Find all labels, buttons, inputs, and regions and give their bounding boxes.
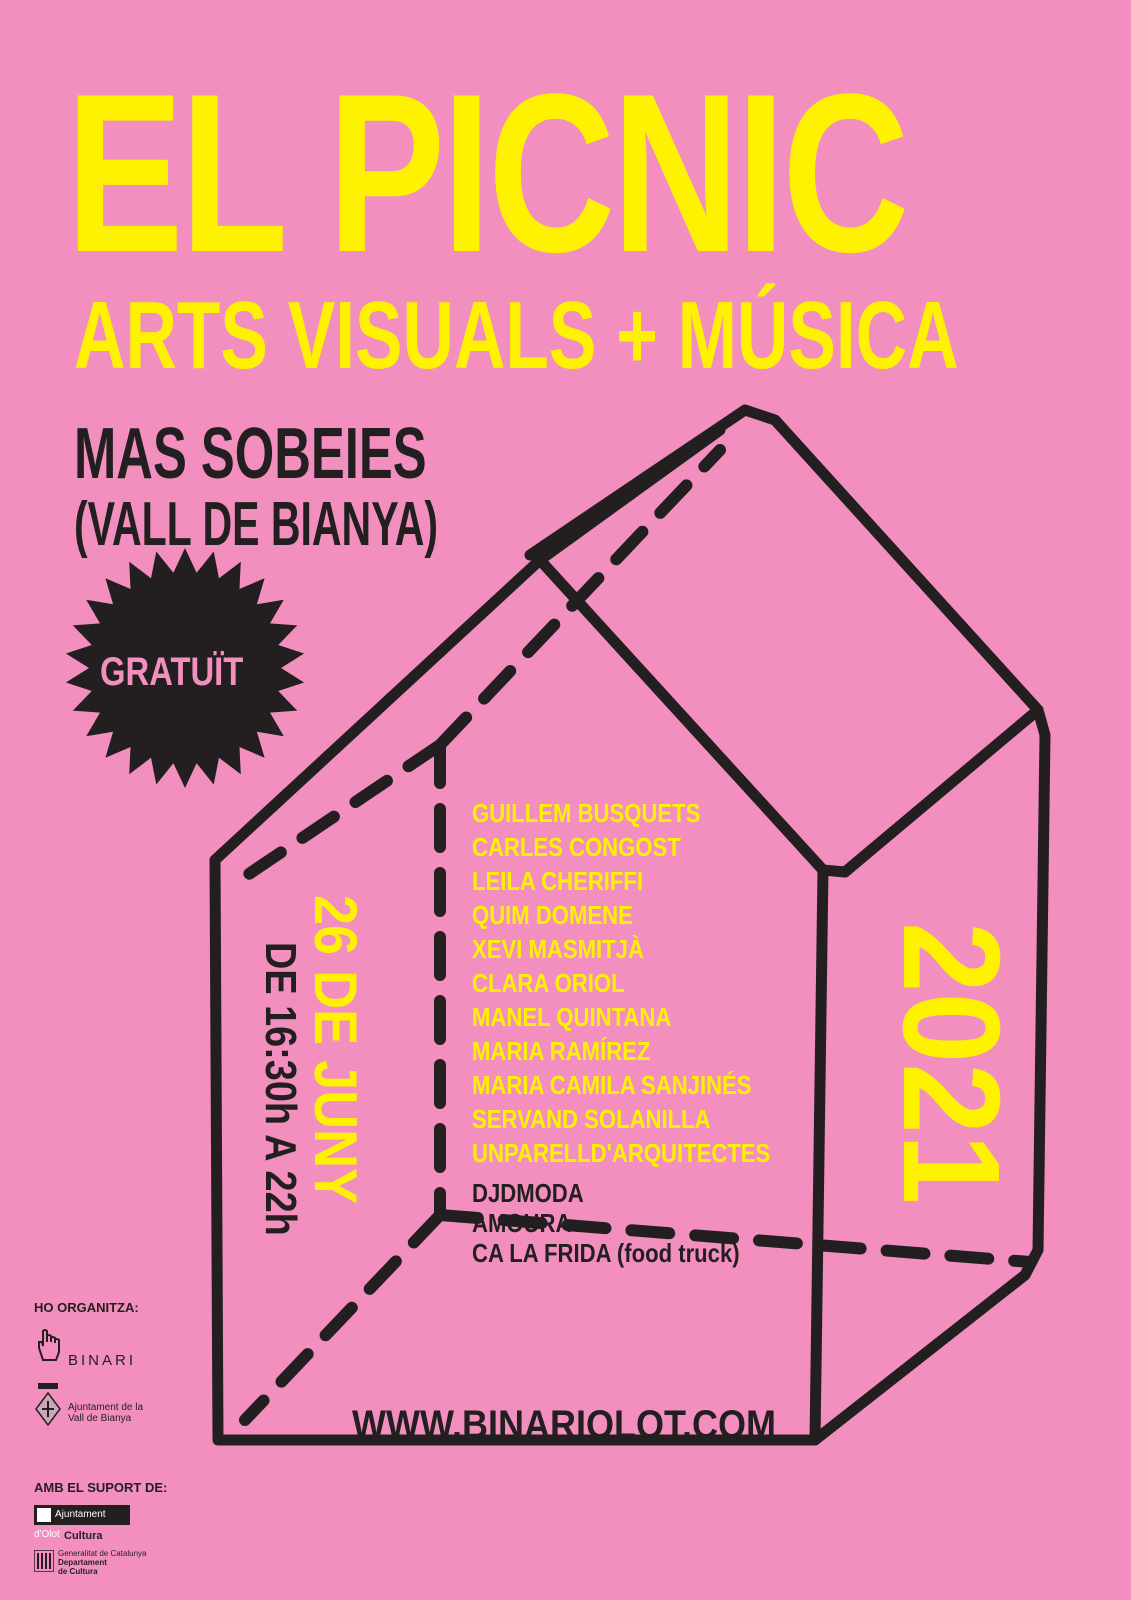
list-item: AMOURA bbox=[472, 1208, 572, 1238]
list-item: CARLES CONGOST bbox=[472, 832, 681, 862]
generalitat-icon bbox=[34, 1550, 54, 1572]
venue-name: MAS SOBEIES bbox=[74, 414, 427, 494]
event-hours: DE 16:30h A 22h bbox=[256, 942, 305, 1236]
event-date: 26 DE JUNY bbox=[302, 895, 369, 1205]
olot-label: Ajuntament d'Olot bbox=[34, 1509, 106, 1540]
ajuntament-logo-text bbox=[68, 1402, 143, 1424]
list-item: CA LA FRIDA (food truck) bbox=[472, 1238, 740, 1268]
ajuntament-line1: Ajuntament de la bbox=[68, 1402, 144, 1413]
list-item: QUIM DOMENE bbox=[472, 900, 633, 930]
event-year: 2021 bbox=[874, 922, 1028, 1205]
list-item: CLARA ORIOL bbox=[472, 968, 625, 998]
event-title: EL PICNIC bbox=[66, 46, 907, 299]
generalitat-line3: de Cultura bbox=[58, 1567, 98, 1576]
coat-of-arms-icon bbox=[34, 1383, 62, 1429]
list-item: MANEL QUINTANA bbox=[472, 1002, 672, 1032]
list-item: GUILLEM BUSQUETS bbox=[472, 798, 701, 828]
list-item: MARIA RAMÍREZ bbox=[472, 1036, 651, 1066]
list-item: XEVI MASMITJÀ bbox=[472, 934, 644, 964]
extras-list bbox=[472, 1178, 740, 1268]
list-item: SERVAND SOLANILLA bbox=[472, 1104, 711, 1134]
olot-subtitle: Cultura bbox=[64, 1530, 103, 1542]
generalitat-line1: Generalitat de Catalunya bbox=[58, 1549, 147, 1558]
shield-icon bbox=[37, 1508, 51, 1522]
event-subtitle: ARTS VISUALS + MÚSICA bbox=[74, 282, 959, 389]
venue-location: (VALL DE BIANYA) bbox=[74, 490, 439, 559]
ajuntament-line2: Vall de Bianya bbox=[68, 1413, 132, 1424]
list-item: UNPARELLD'ARQUITECTES bbox=[472, 1138, 771, 1168]
list-item: DJDMODA bbox=[472, 1178, 584, 1208]
generalitat-logo-text bbox=[58, 1549, 147, 1576]
free-label: GRATUÏT bbox=[100, 650, 244, 694]
hand-icon bbox=[34, 1328, 64, 1362]
list-item: MARIA CAMILA SANJINÉS bbox=[472, 1070, 752, 1100]
artist-list bbox=[472, 796, 770, 1170]
organizers-heading: HO ORGANITZA: bbox=[34, 1300, 139, 1315]
binari-logo: BINARI bbox=[68, 1352, 137, 1369]
supporters-heading: AMB EL SUPORT DE: bbox=[34, 1480, 168, 1495]
list-item: LEILA CHERIFFI bbox=[472, 866, 644, 896]
website-link[interactable]: WWW.BINARIOLOT.COM bbox=[352, 1403, 776, 1447]
generalitat-line2: Departament bbox=[58, 1558, 107, 1567]
